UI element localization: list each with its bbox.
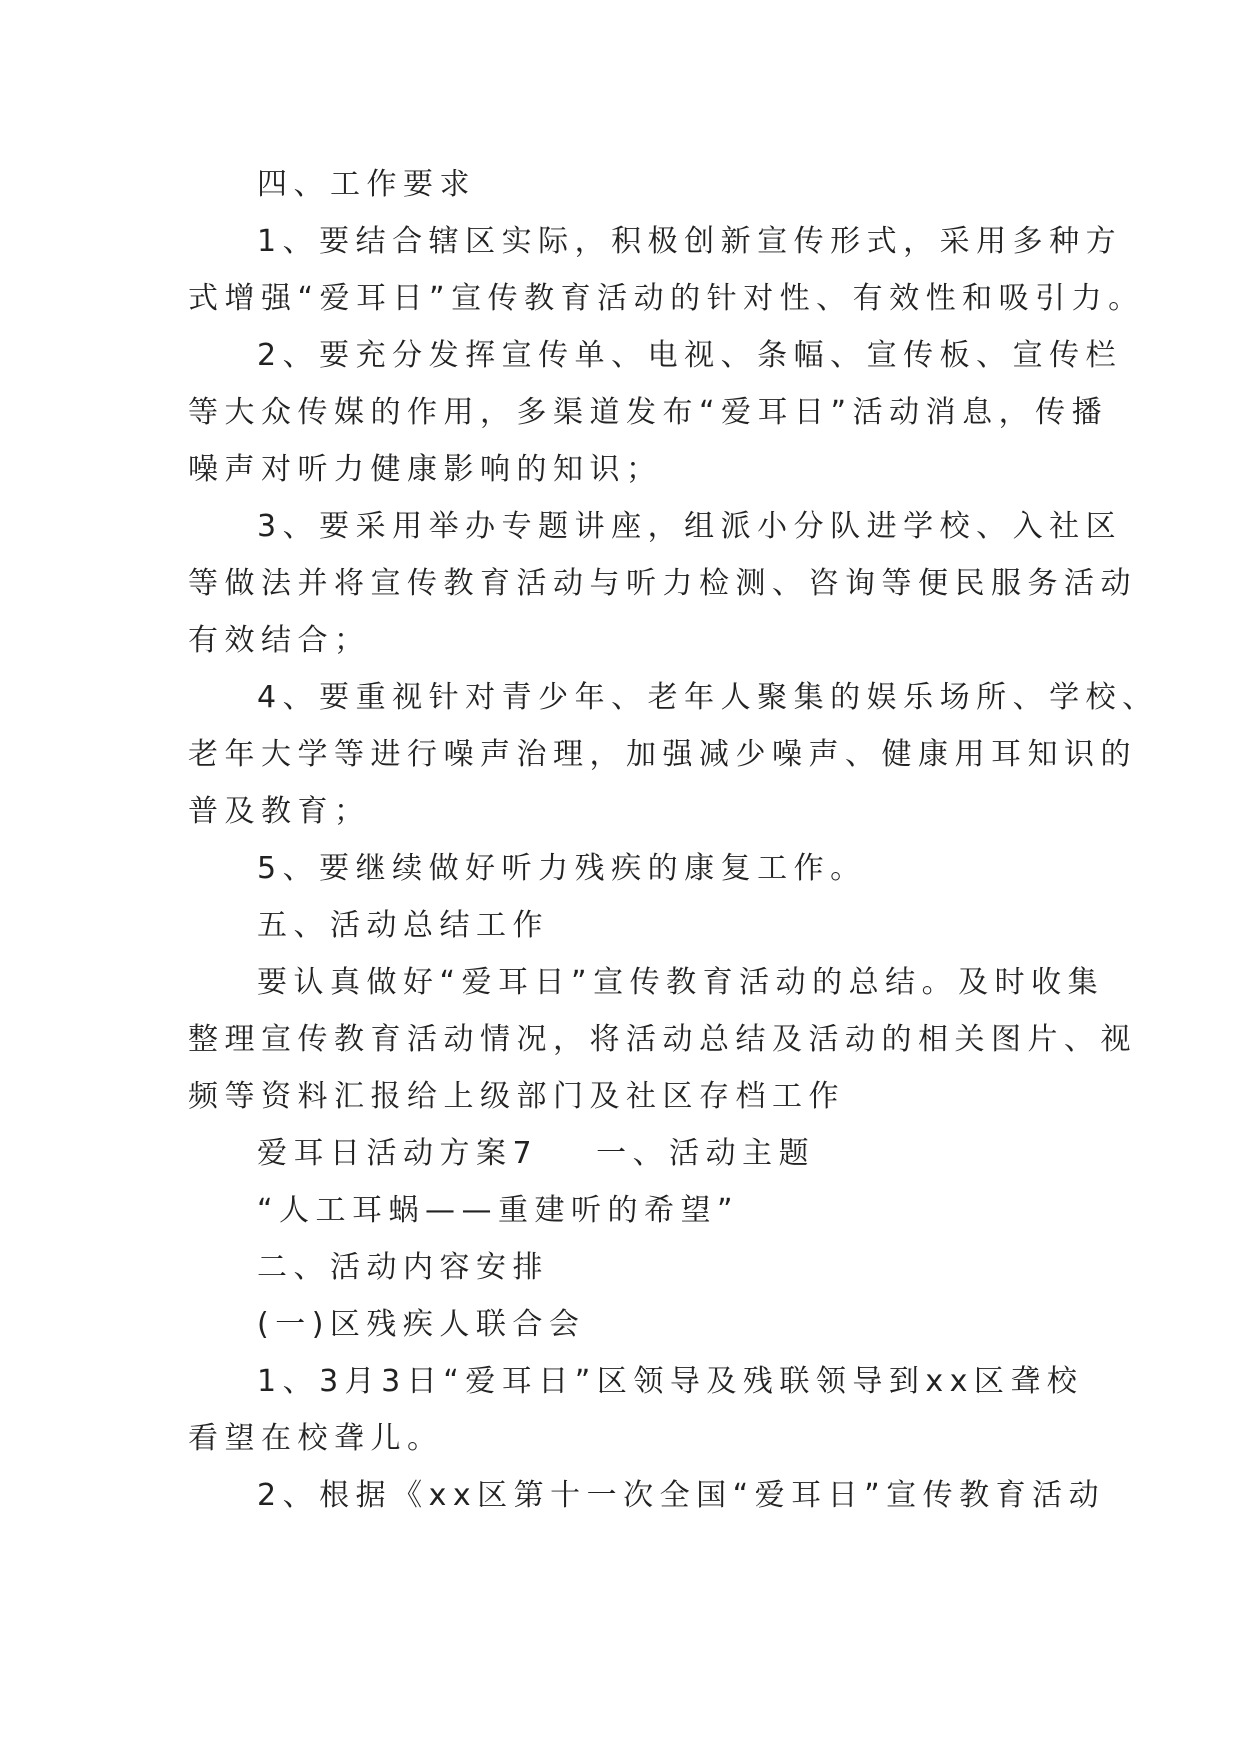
- paragraph-line: 2、根据《xx区第十一次全国“爱耳日”宣传教育活动: [257, 1478, 1106, 1513]
- plan-title-line: [257, 1134, 815, 1174]
- paragraph-line: 2、要充分发挥宣传单、电视、条幅、宣传板、宣传栏: [257, 338, 1123, 373]
- paragraph-line: 1、要结合辖区实际，积极创新宣传形式，采用多种方: [257, 224, 1123, 259]
- paragraph-line: 等大众传媒的作用，多渠道发布“爱耳日”活动消息，传播: [188, 395, 1109, 430]
- paragraph-line: 普及教育；: [188, 794, 371, 829]
- section-heading-5: 五、活动总结工作: [257, 908, 549, 943]
- paragraph-line: 1、3月3日“爱耳日”区领导及残联领导到xx区聋校: [257, 1364, 1084, 1399]
- paragraph-line: 式增强“爱耳日”宣传教育活动的针对性、有效性和吸引力。: [188, 281, 1145, 316]
- paragraph-line: 3、要采用举办专题讲座，组派小分队进学校、入社区: [257, 509, 1123, 544]
- paragraph-line: 等做法并将宣传教育活动与听力检测、咨询等便民服务活动: [188, 566, 1137, 601]
- paragraph-line: 频等资料汇报给上级部门及社区存档工作: [188, 1079, 845, 1114]
- paragraph-line: 4、要重视针对青少年、老年人聚集的娱乐场所、学校、: [257, 680, 1159, 715]
- paragraph-line: 看望在校聋儿。: [188, 1421, 444, 1456]
- paragraph-line: 有效结合；: [188, 623, 371, 658]
- section-heading-4: 四、工作要求: [257, 167, 476, 202]
- theme-line: “人工耳蜗——重建听的希望”: [257, 1193, 740, 1228]
- section-heading-2: 二、活动内容安排: [257, 1250, 549, 1285]
- paragraph-line: 5、要继续做好听力残疾的康复工作。: [257, 851, 867, 886]
- subsection-heading: (一)区残疾人联合会: [257, 1307, 586, 1342]
- paragraph-line: 整理宣传教育活动情况，将活动总结及活动的相关图片、视: [188, 1022, 1137, 1057]
- paragraph-line: 噪声对听力健康影响的知识；: [188, 452, 663, 487]
- paragraph-line: 老年大学等进行噪声治理，加强减少噪声、健康用耳知识的: [188, 737, 1137, 772]
- plan-title: 爱耳日活动方案7: [257, 1136, 539, 1171]
- paragraph-line: 要认真做好“爱耳日”宣传教育活动的总结。及时收集: [257, 965, 1105, 1000]
- section-heading-1: 一、活动主题: [596, 1136, 816, 1171]
